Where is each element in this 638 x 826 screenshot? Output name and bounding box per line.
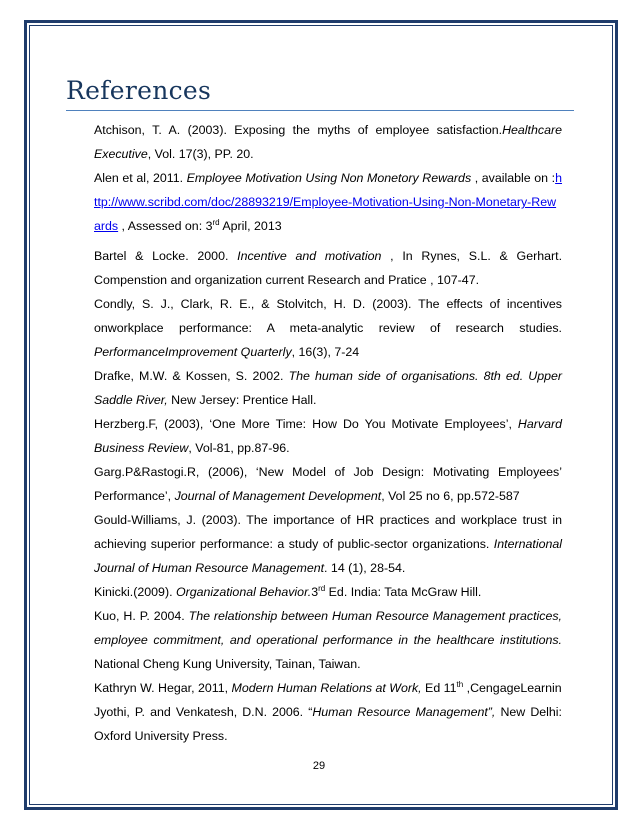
reference-item: Kinicki.(2009). Organizational Behavior.3rd Ed. India: Tata McGraw Hill. <box>94 583 482 599</box>
reference-item: Alen et al, 2011. Employee Motivation Using Non Monetory Rewards , available on :http://www.scribd.com/doc/28893219/Employee-Motivation-Using-Non-Monetary-Rewards , Assessed on: 3rd April, 2013 <box>94 171 563 233</box>
reference-item: Kuo, H. P. 2004. The relationship between Human Resource Management practices, employee commitment, and operational performance in the healthcare institutions. National Cheng Kung University, Tainan, Taiwan. <box>94 609 562 671</box>
title-underline <box>66 110 574 111</box>
reference-item: Drafke, M.W. & Kossen, S. 2002. The human side of organisations. 8th ed. Upper Saddle River, New Jersey: Prentice Hall. <box>94 369 562 407</box>
reference-link[interactable]: http://www.scribd.com/doc/28893219/Employee-Motivation-Using-Non-Monetary-Rewards <box>94 171 563 233</box>
page-title: References <box>66 76 212 105</box>
reference-list <box>94 118 562 748</box>
reference-item: Garg.P&Rastogi.R, (2006), ‘New Model of Job Design: Motivating Employees’ Performance’, Journal of Management Development, Vol 25 no 6, pp.572-587 <box>94 465 562 503</box>
reference-item: Condly, S. J., Clark, R. E., & Stolvitch, H. D. (2003). The effects of incentives onworkplace performance: A meta-analytic review of research studies. PerformanceImprovement Quarterly, 16(3), 7-24 <box>94 297 562 359</box>
reference-item: Bartel & Locke. 2000. Incentive and motivation , In Rynes, S.L. & Gerhart. Compenstion and organization current Research and Pratice , 107-47. <box>94 249 563 287</box>
reference-item: Gould-Williams, J. (2003). The importance of HR practices and workplace trust in achieving superior performance: a study of public-sector organizations. International Journal of Human Resource Management. 14 (1), 28-54. <box>94 513 562 575</box>
reference-item: Kathryn W. Hegar, 2011, Modern Human Relations at Work, Ed 11th ,CengageLearnin <box>94 679 562 695</box>
reference-item: Atchison, T. A. (2003). Exposing the myths of employee satisfaction.Healthcare Executive, Vol. 17(3), PP. 20. <box>94 123 562 161</box>
reference-item: Herzberg.F, (2003), ‘One More Time: How Do You Motivate Employees’, Harvard Business Review, Vol-81, pp.87-96. <box>94 417 562 455</box>
reference-item: Jyothi, P. and Venkatesh, D.N. 2006. “Human Resource Management”, New Delhi: Oxford University Press. <box>94 705 562 743</box>
page-number: 29 <box>312 760 326 772</box>
